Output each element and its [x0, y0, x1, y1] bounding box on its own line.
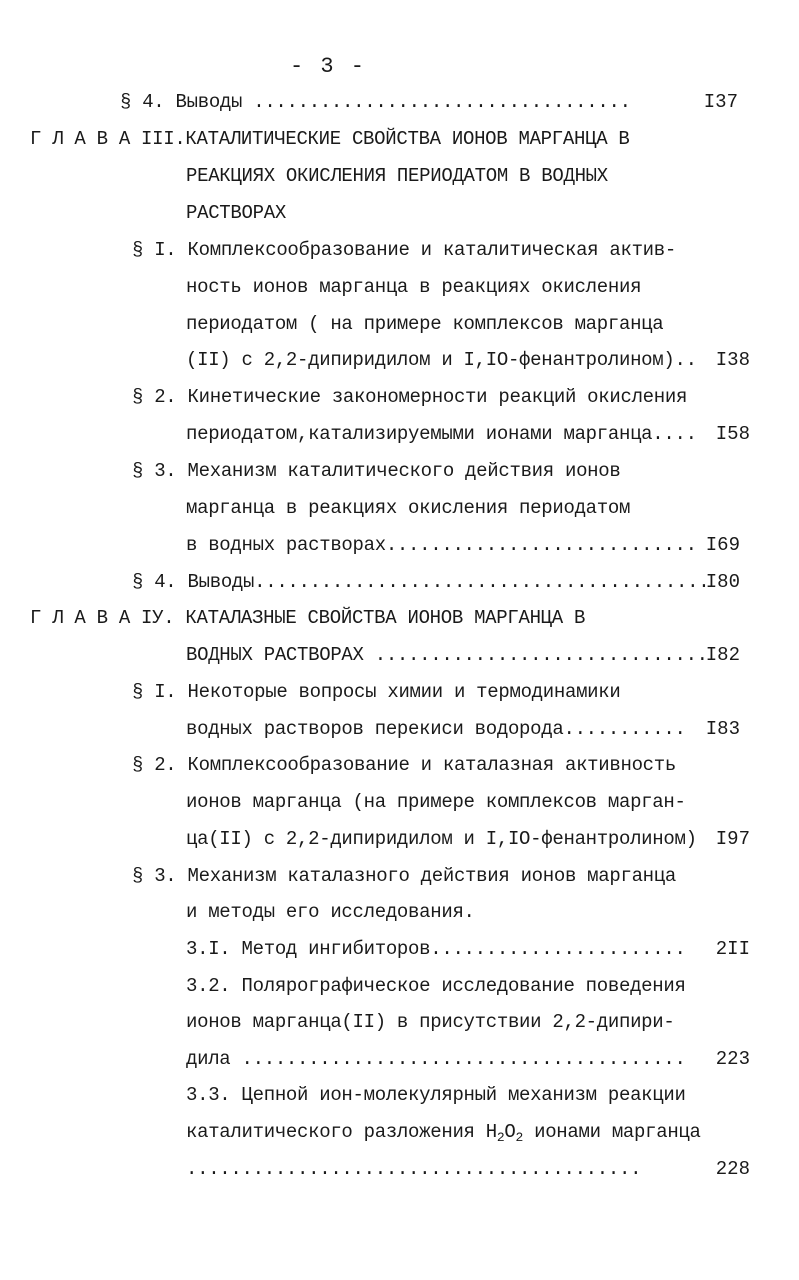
toc-entry-cont: дила ........................................	[186, 1048, 686, 1070]
page-ref: I82	[705, 644, 740, 666]
toc-entry-cont: и методы его исследования.	[186, 901, 475, 923]
toc-entry-ch3-s2: § 2. Кинетические закономерности реакций окисления	[132, 386, 688, 408]
page-ref: 223	[715, 1048, 750, 1070]
toc-subentry-3-1: 3.I. Метод ингибиторов.......................	[186, 938, 686, 960]
page-ref: I97	[715, 828, 750, 850]
toc-entry-cont: ность ионов марганца в реакциях окисления	[186, 276, 642, 298]
toc-entry-ch4-s1: § I. Некоторые вопросы химии и термодинамики	[132, 681, 621, 703]
toc-entry-cont: в водных растворах............................	[186, 534, 697, 556]
page-ref: 228	[715, 1158, 750, 1180]
toc-entry-cont: водных растворов перекиси водорода...........	[186, 718, 686, 740]
toc-entry-cont: (II) с 2,2-дипиридилом и I,IO-фенантролином)..	[186, 349, 697, 371]
page-ref: 2II	[715, 938, 750, 960]
toc-entry-ch3-s1: § I. Комплексообразование и каталитическая актив-	[132, 239, 676, 261]
formula-text: О	[504, 1121, 516, 1143]
toc-subentry-3-3: 3.3. Цепной ион-молекулярный механизм реакции	[186, 1084, 686, 1106]
chapter-3-heading-cont: РАСТВОРАХ	[186, 202, 286, 224]
formula-text: каталитического разложения Н	[186, 1121, 497, 1143]
chapter-3-heading: Г Л А В А III.КАТАЛИТИЧЕСКИЕ СВОЙСТВА ИОНОВ МАРГАНЦА В	[30, 128, 630, 150]
formula-text: ионами марганца	[523, 1121, 701, 1143]
subscript: 2	[496, 1130, 505, 1145]
toc-entry-cont: ионов марганца (на примере комплексов марган-	[186, 791, 686, 813]
chapter-3-heading-cont: РЕАКЦИЯХ ОКИСЛЕНИЯ ПЕРИОДАТОМ В ВОДНЫХ	[186, 165, 608, 187]
page-ref: I38	[715, 349, 750, 371]
toc-entry-cont: ца(II) с 2,2-дипиридилом и I,IO-фенантролином)	[186, 828, 697, 850]
toc-entry-ch4-s3: § 3. Механизм каталазного действия ионов марганца	[132, 865, 676, 887]
toc-entry-cont: марганца в реакциях окисления периодатом	[186, 497, 631, 519]
toc-entry-ch3-s3: § 3. Механизм каталитического действия ионов	[132, 460, 621, 482]
toc-entry-cont: .........................................	[186, 1158, 642, 1180]
page-ref: I80	[705, 571, 740, 593]
page-ref: I37	[703, 91, 738, 113]
toc-entry-cont: ионов марганца(II) в присутствии 2,2-дипири-	[186, 1011, 675, 1033]
toc-entry-ch2-s4: § 4. Выводы ..................................	[120, 91, 631, 113]
page-ref: I83	[705, 718, 740, 740]
chapter-4-heading: Г Л А В А IУ. КАТАЛАЗНЫЕ СВОЙСТВА ИОНОВ МАРГАНЦА В	[30, 607, 586, 629]
chapter-4-heading-cont: ВОДНЫХ РАСТВОРАХ ..............................	[186, 644, 708, 666]
toc-entry-cont: периодатом ( на примере комплексов марганца	[186, 313, 664, 335]
toc-entry-ch3-s4: § 4. Выводы.........................................	[132, 571, 710, 593]
toc-entry-cont	[186, 1120, 701, 1150]
page-number: - 3 -	[290, 54, 367, 79]
subscript: 2	[515, 1130, 523, 1145]
toc-entry-cont: периодатом,катализируемыми ионами марганца....	[186, 423, 697, 445]
toc-subentry-3-2: 3.2. Полярографическое исследование поведения	[186, 975, 686, 997]
page-ref: I69	[705, 534, 740, 556]
page-ref: I58	[715, 423, 750, 445]
toc-entry-ch4-s2: § 2. Комплексообразование и каталазная активность	[132, 754, 676, 776]
